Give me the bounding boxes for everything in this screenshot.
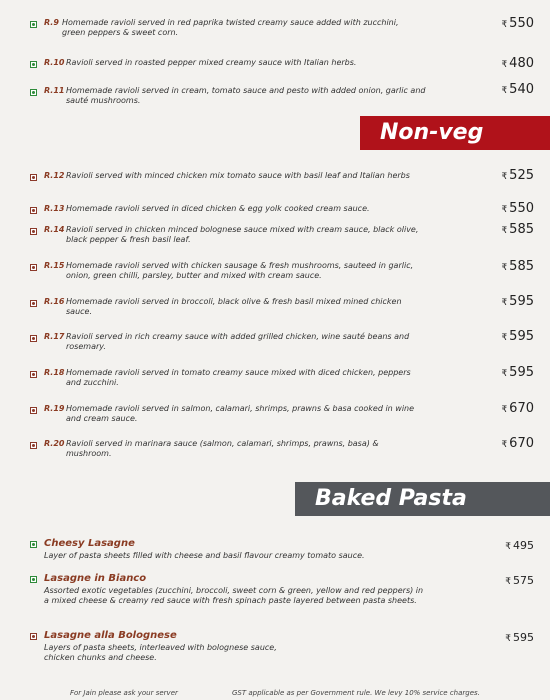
item-code: R.10 — [44, 58, 65, 67]
item-price: ₹ 670 — [501, 401, 534, 416]
item-description: Ravioli served in rich creamy sauce with added grilled chicken, wine sauté beans and rosemary. — [66, 332, 410, 351]
veg-icon — [30, 576, 37, 583]
footer-gst-note: GST applicable as per Government rule. We levy 10% service charges. — [232, 689, 480, 697]
item-code: R.15 — [44, 261, 65, 270]
dish-name: Cheesy Lasagne — [44, 538, 135, 549]
item-description: Homemade ravioli served with chicken sausage & fresh mushrooms, sauteed in garlic, onion, green chilli, parsley, butter and mixed with cream sauce. — [66, 261, 414, 280]
nonveg-icon — [30, 407, 37, 414]
nonveg-icon — [30, 300, 37, 307]
dish-description: Layer of pasta sheets filled with cheese and basil flavour creamy tomato sauce. — [44, 551, 365, 560]
item-code: R.11 — [44, 86, 65, 95]
item-price: ₹ 595 — [501, 365, 534, 380]
item-code: R.17 — [44, 332, 65, 341]
item-price: ₹ 585 — [501, 222, 534, 237]
nonveg-icon — [30, 207, 37, 214]
item-price: ₹ 550 — [501, 16, 534, 31]
nonveg-icon — [30, 371, 37, 378]
item-code: R.12 — [44, 171, 65, 180]
item-description: Homemade ravioli served in salmon, calamari, shrimps, prawns & basa cooked in wine and cream sauce. — [66, 404, 415, 423]
item-price: ₹ 595 — [501, 329, 534, 344]
item-code: R.20 — [44, 439, 65, 448]
item-price: ₹ 585 — [501, 259, 534, 274]
item-price: ₹ 595 — [505, 631, 534, 644]
veg-icon — [30, 61, 37, 68]
item-code: R.9 — [44, 18, 59, 27]
item-description: Ravioli served in roasted pepper mixed creamy sauce with Italian herbs. — [66, 58, 357, 67]
item-description: Homemade ravioli served in cream, tomato sauce and pesto with added onion, garlic and sauté mushrooms. — [66, 86, 426, 105]
item-description: Ravioli served with minced chicken mix tomato sauce with basil leaf and Italian herbs — [66, 171, 410, 180]
item-code: R.16 — [44, 297, 65, 306]
footer-jain-note: For Jain please ask your server — [70, 689, 178, 697]
item-price: ₹ 595 — [501, 294, 534, 309]
veg-icon — [30, 21, 37, 28]
item-description: Homemade ravioli served in broccoli, black olive & fresh basil mixed mined chicken sauce. — [66, 297, 402, 316]
nonveg-icon — [30, 228, 37, 235]
item-price: ₹ 495 — [505, 539, 534, 552]
dish-name: Lasagne alla Bolognese — [44, 630, 177, 641]
item-code: R.14 — [44, 225, 65, 234]
item-code: R.19 — [44, 404, 65, 413]
veg-icon — [30, 541, 37, 548]
item-description: Homemade ravioli served in diced chicken & egg yolk cooked cream sauce. — [66, 204, 370, 213]
item-price: ₹ 540 — [501, 82, 534, 97]
item-price: ₹ 575 — [505, 574, 534, 587]
dish-description: Assorted exotic vegetables (zucchini, broccoli, sweet corn & green, yellow and red peppers) in a mixed cheese & creamy red sauce with fresh spinach paste layered between pasta sheets. — [44, 586, 424, 605]
nonveg-icon — [30, 633, 37, 640]
item-description: Homemade ravioli served in red paprika twisted creamy sauce added with zucchini, green peppers & sweet corn. — [62, 18, 399, 37]
nonveg-icon — [30, 174, 37, 181]
section-banner-baked-pasta: Baked Pasta — [295, 482, 550, 516]
item-price: ₹ 525 — [501, 168, 534, 183]
nonveg-icon — [30, 264, 37, 271]
item-description: Ravioli served in chicken minced bolognese sauce mixed with cream sauce, black olive, black pepper & fresh basil leaf. — [66, 225, 419, 244]
dish-description: Layers of pasta sheets, interleaved with bolognese sauce, chicken chunks and cheese. — [44, 643, 277, 662]
item-description: Ravioli served in marinara sauce (salmon, calamari, shrimps, prawns, basa) & mushroom. — [66, 439, 379, 458]
dish-name: Lasagne in Bianco — [44, 573, 147, 584]
item-price: ₹ 480 — [501, 56, 534, 71]
item-code: R.13 — [44, 204, 65, 213]
nonveg-icon — [30, 335, 37, 342]
item-price: ₹ 670 — [501, 436, 534, 451]
item-description: Homemade ravioli served in tomato creamy sauce mixed with diced chicken, peppers and zucchini. — [66, 368, 411, 387]
item-code: R.18 — [44, 368, 65, 377]
section-banner-nonveg: Non-veg — [360, 116, 550, 150]
item-price: ₹ 550 — [501, 201, 534, 216]
nonveg-icon — [30, 442, 37, 449]
veg-icon — [30, 89, 37, 96]
